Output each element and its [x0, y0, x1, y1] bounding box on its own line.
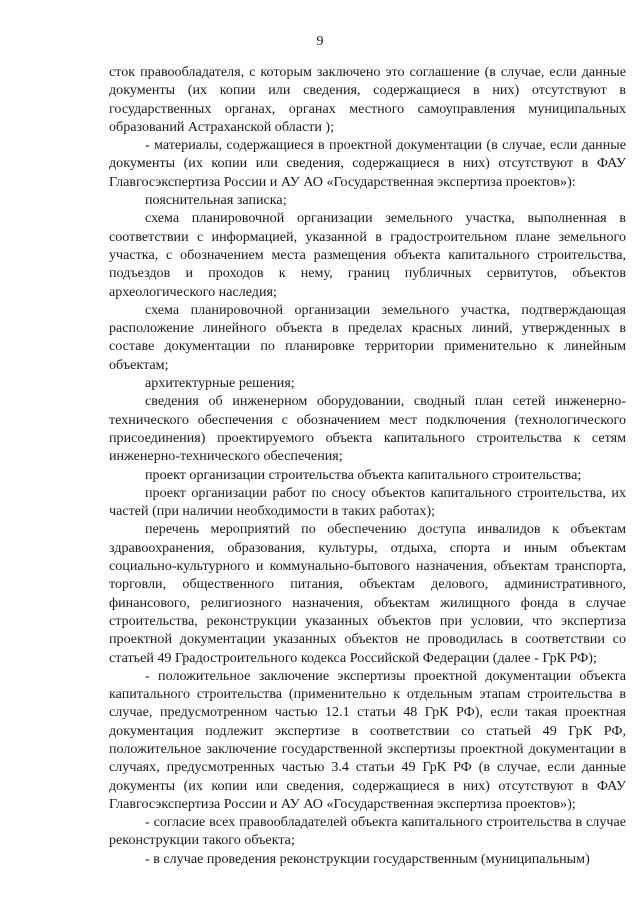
document-body: [109, 63, 626, 868]
list-item: перечень мероприятий по обеспечению доступа инвалидов к объектам здравоохранения, образования, культуры, отдыха, спорта и иным объектам социально-культурного и коммунально-бытового назначения, объектам транспорта, торговли, общественного питания, объектам делового, административного, финансового, религиозного назначения, объектам жилищного фонда в случае строительства, реконструкции указанных объектов при условии, что экспертиза проектной документации указанных объектов не проводилась в соответствии со статьей 49 Градостроительного кодекса Российской Федерации (далее - ГрК РФ);: [109, 521, 626, 666]
list-item: проект организации работ по сносу объектов капитального строительства, их частей (при наличии необходимости в таких работах);: [109, 484, 626, 520]
paragraph-owners-consent: - согласие всех правообладателей объекта капитального строительства в случае реконструкции такого объекта;: [109, 814, 626, 849]
paragraph-expertise-conclusion: - положительное заключение экспертизы проектной документации объекта капитального строительства (применительно к отдельным этапам строительства в случае, предусмотренном частью 12.1 статьи 48 ГрК РФ), если такая проектная документация подлежит экспертизе в соответствии со статьей 49 ГрК РФ, положительное заключение государственной экспертизы проектной документации в случаях, предусмотренных частью 3.4 статьи 49 ГрК РФ (в случае, если данные документы (их копии или сведения, содержащиеся в них) отсутствуют в ФАУ Главгосэкспертиза России и АУ АО «Государственная экспертиза проектов»);: [109, 667, 626, 812]
list-item: пояснительная записка;: [145, 192, 287, 209]
list-item: сведения об инженерном оборудовании, сводный план сетей инженерно-технического обеспечения с обозначением мест подключения (технологического присоединения) проектируемого объекта капитального строительства к сетям инженерно-технического обеспечения;: [109, 393, 626, 465]
list-item: схема планировочной организации земельного участка, выполненная в соответствии с информацией, указанной в градостроительном плане земельного участка, с обозначением места размещения объекта капитального строительства, подъездов и проходов к нему, границ публичных сервитутов, объектов археологического наследия;: [109, 210, 626, 300]
list-item: схема планировочной организации земельного участка, подтверждающая расположение линейного объекта в пределах красных линий, утвержденных в составе документации по планировке территории применительно к линейным объектам;: [109, 301, 626, 373]
paragraph-continuation: сток правообладателя, с которым заключено это соглашение (в случае, если данные документы (их копии или сведения, содержащиеся в них) отсутствуют в государственных органах, органах местного самоуправления муниципальных образований Астраханской области );: [109, 64, 626, 135]
list-item: проект организации строительства объекта капитального строительства;: [145, 466, 582, 483]
page-number: 9: [316, 34, 324, 49]
list-item: архитектурные решения;: [145, 375, 295, 392]
paragraph-project-materials: - материалы, содержащиеся в проектной документации (в случае, если данные документы (их копии или сведения, содержащиеся в них) отсутствуют в ФАУ Главгосэкспертиза России и АУ АО «Государственная экспертиза проектов»):: [109, 137, 626, 190]
paragraph-reconstruction: - в случае проведения реконструкции государственным (муниципальным): [145, 850, 590, 867]
